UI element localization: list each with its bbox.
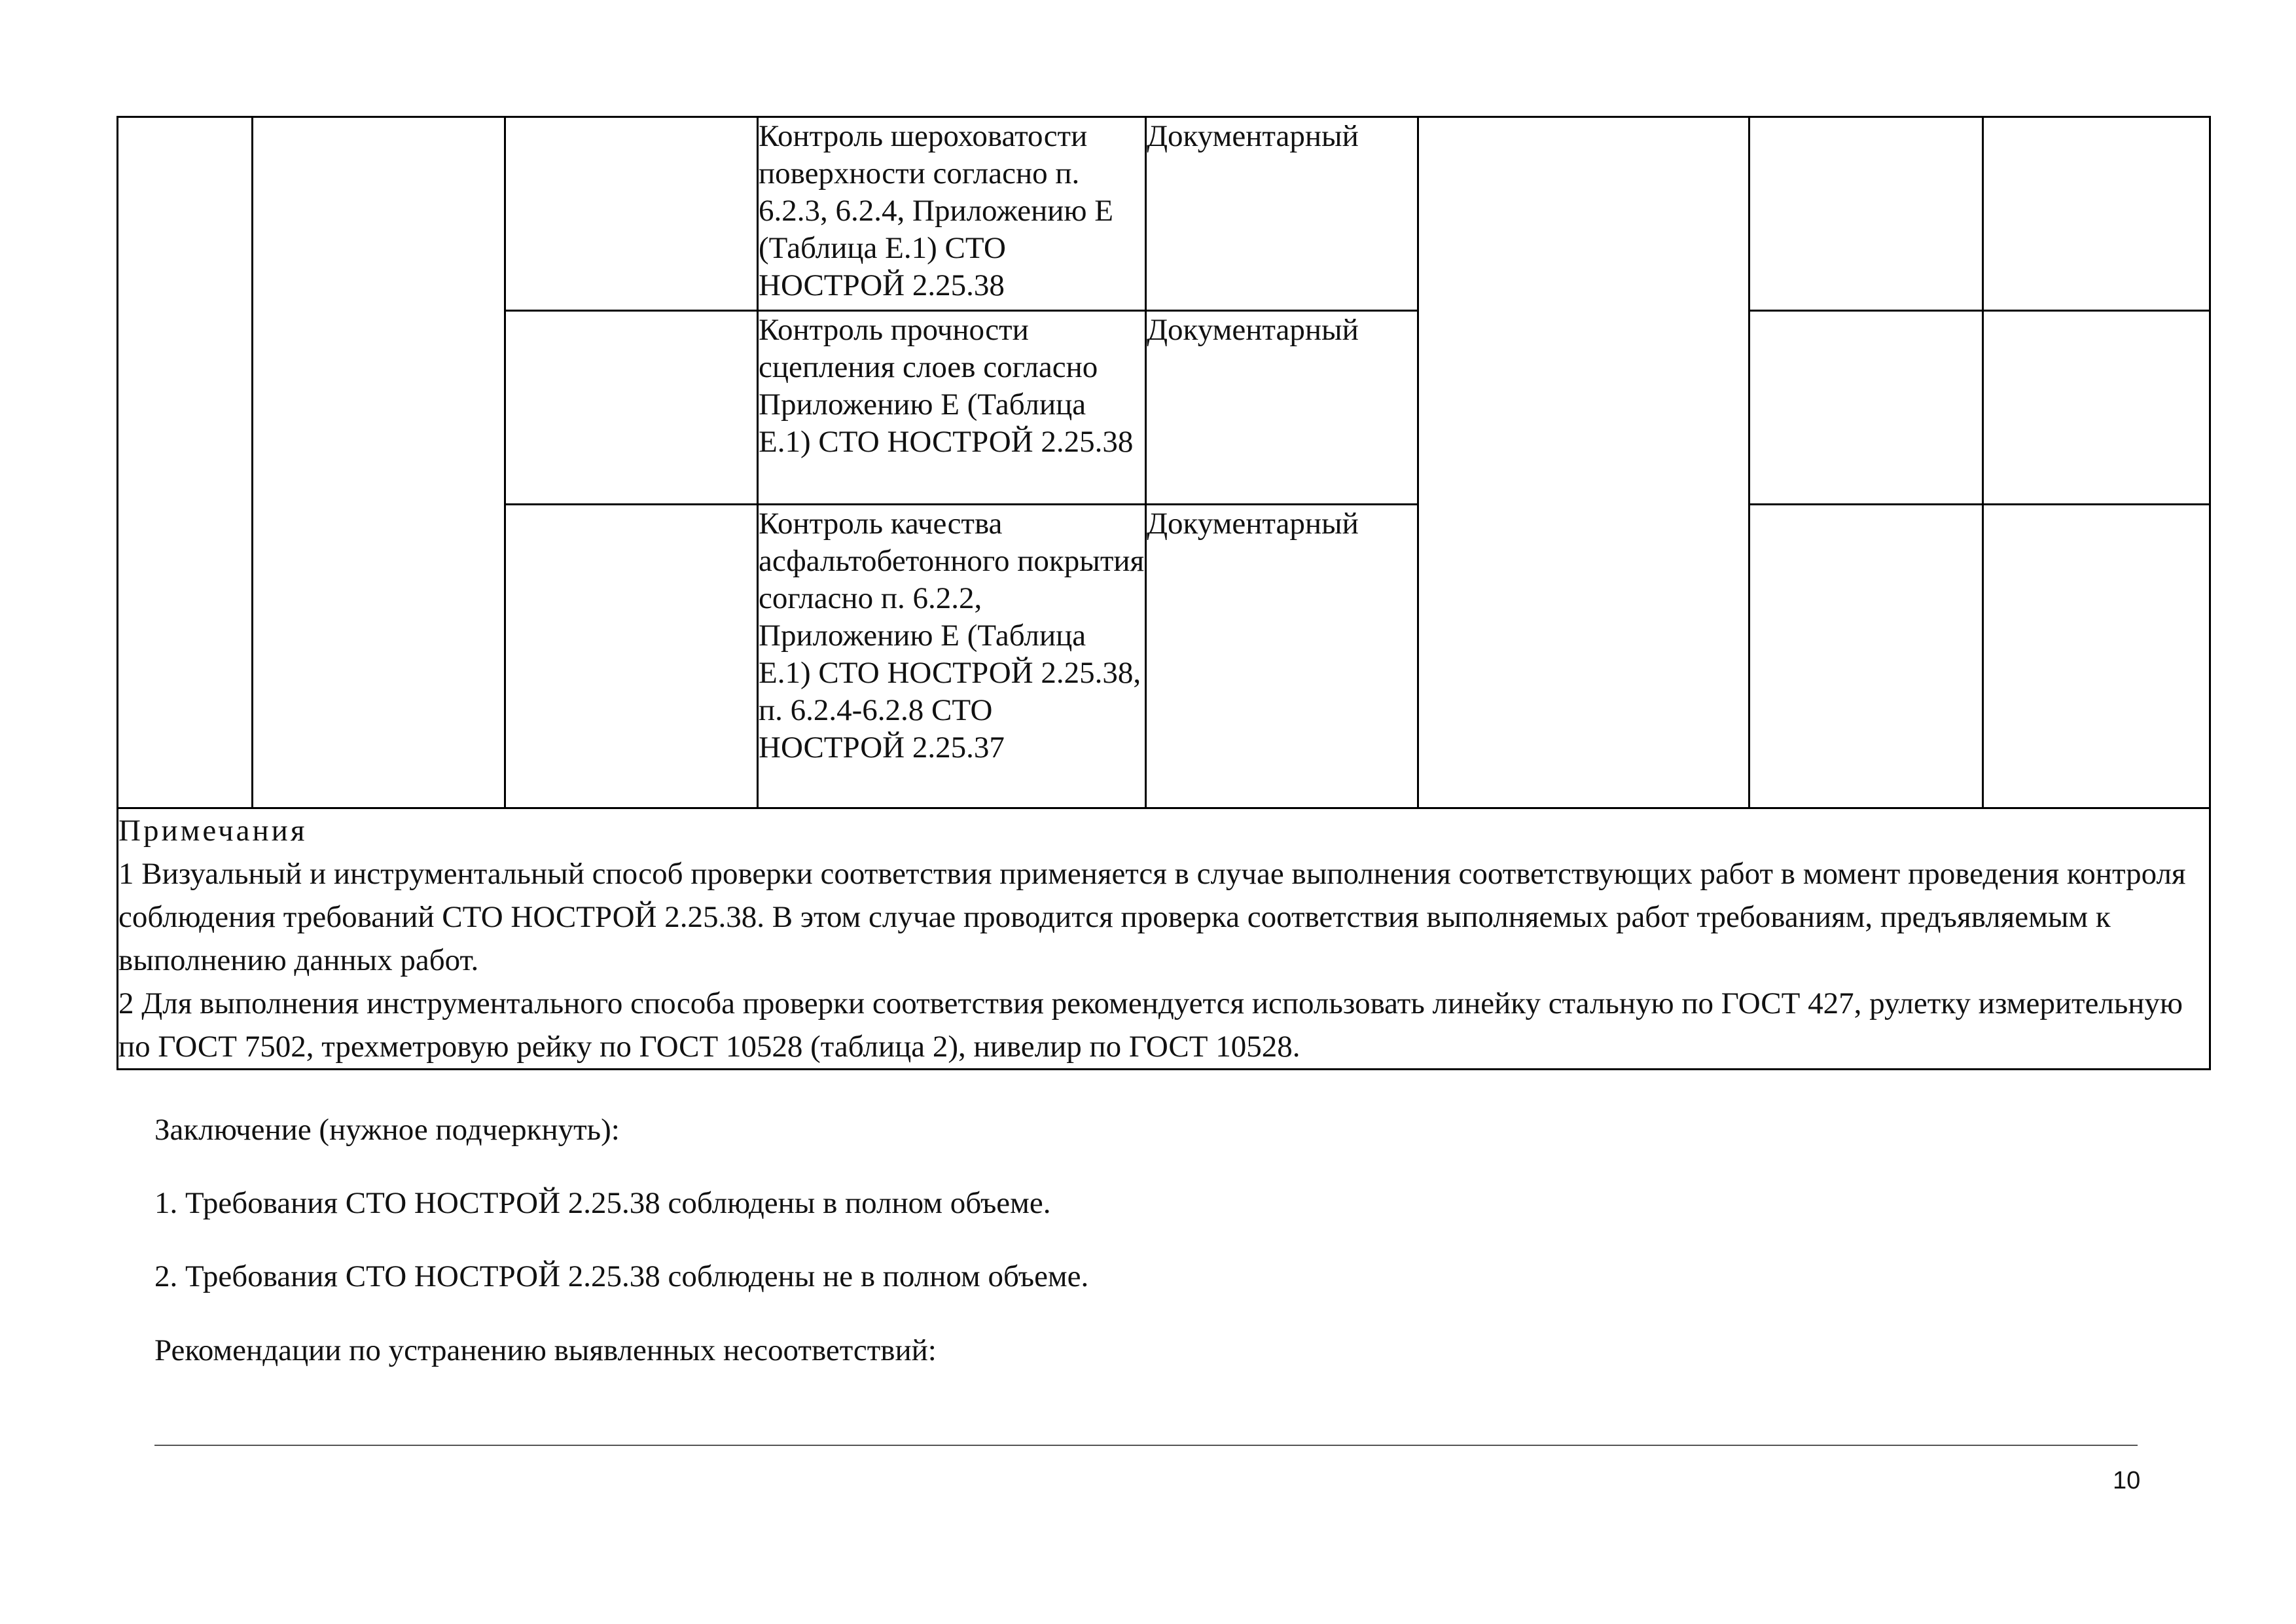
page-number: 10 — [2113, 1467, 2141, 1494]
empty-cell — [1983, 117, 2210, 311]
empty-cell — [118, 117, 253, 808]
notes-cell — [118, 808, 2210, 1070]
empty-cell — [1983, 311, 2210, 505]
note-item: 1 Визуальный и инструментальный способ проверки соответствия применяется в случае выполнения соответствующих работ в момент проведения контроля соблюдения требований СТО НОСТРОЙ 2.25.38. В этом случае проводится проверка соответствия выполняемых работ требованиям, предъявляемым к выполнению данных работ. — [118, 857, 2186, 977]
conclusion-heading: Заключение (нужное подчеркнуть): — [154, 1113, 620, 1147]
control-description-cell: Контроль качества асфальтобетонного покрытия согласно п. 6.2.2, Приложению Е (Таблица Е.1) СТО НОСТРОЙ 2.25.38, п. 6.2.4-6.2.8 СТО НОСТРОЙ 2.25.37 — [758, 505, 1146, 808]
empty-cell — [505, 311, 758, 505]
verification-method-cell: Документарный — [1146, 117, 1418, 311]
inspection-table — [117, 116, 2211, 1070]
note-item: 2 Для выполнения инструментального способа проверки соответствия рекомендуется использовать линейку стальную по ГОСТ 427, рулетку измерительную по ГОСТ 7502, трехметровую рейку по ГОСТ 10528 (таблица 2), нивелир по ГОСТ 10528. — [118, 986, 2183, 1064]
verification-method-cell: Документарный — [1146, 311, 1418, 505]
conclusion-option-1: 1. Требования СТО НОСТРОЙ 2.25.38 соблюдены в полном объеме. — [154, 1186, 1051, 1220]
empty-cell — [1983, 505, 2210, 808]
notes-title: Примечания — [118, 814, 308, 848]
conclusion-option-2: 2. Требования СТО НОСТРОЙ 2.25.38 соблюдены не в полном объеме. — [154, 1259, 1089, 1293]
empty-cell — [1749, 311, 1983, 505]
empty-cell — [505, 505, 758, 808]
footer-divider — [154, 1445, 2138, 1446]
recommendations-heading: Рекомендации по устранению выявленных несоответствий: — [154, 1333, 937, 1367]
verification-method-cell: Документарный — [1146, 505, 1418, 808]
empty-cell — [505, 117, 758, 311]
control-description-cell: Контроль прочности сцепления слоев согласно Приложению Е (Таблица Е.1) СТО НОСТРОЙ 2.25.38 — [758, 311, 1146, 505]
notes-row — [118, 808, 2210, 1070]
empty-cell — [1418, 117, 1749, 808]
table-row — [118, 117, 2210, 311]
empty-cell — [1749, 117, 1983, 311]
empty-cell — [1749, 505, 1983, 808]
control-description-cell: Контроль шероховатости поверхности согласно п. 6.2.3, 6.2.4, Приложению Е (Таблица Е.1) СТО НОСТРОЙ 2.25.38 — [758, 117, 1146, 311]
empty-cell — [253, 117, 505, 808]
